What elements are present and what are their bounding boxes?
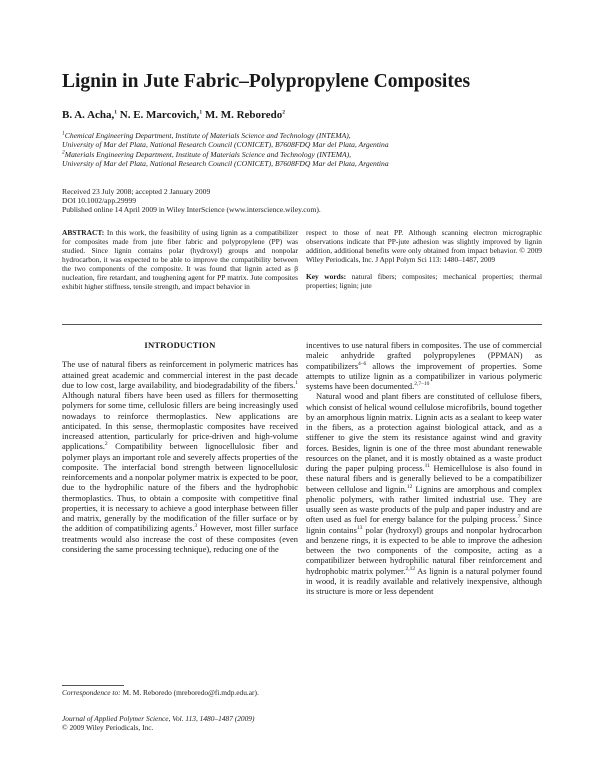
abstract-text: In this work, the feasibility of using lignin as a compatibilizer for composites made from jute fiber fabric and polypropylene (PP) was studied. Since lignin contains polar (hydroxyl) groups and nonpolar hydrocarbon, it was expected to be able to improve the compatibility between the two components of the composite. It was found that lignin acted as β nucleation, fire retardant, and toughening agent for PP matrix. Jute composites exhibit higher stiffness, tensile strength, and impact behavior in xyxy=(62,228,298,292)
author-affil-mark: 1 xyxy=(199,109,203,116)
affiliations xyxy=(62,131,562,168)
paragraph: The use of natural fibers as reinforcement in polymeric matrices has attained great academic and commercial interest in the past decade due to low cost, large availability, and biodegradability of the fibers.$^1$ Although natural fibers have been used as fillers for thermosetting polymers for some time, cellulosic fillers are being increasingly used nowadays to reinforce thermoplastics. New applications are anticipated. In this sense, thermoplastic composites have received increased attention, particularly for price-driven and high-volume applications.$^2$ Compatibility between lignocellulosic fiber and polymer plays an important role and severely affects properties of the composite. The interfacial bond strength between lignocellulosic reinforcements and a nonpolar polymer matrix is expected to be poor, due to the hydrophilic nature of the fibers and the hydrophobic thermoplastics. Thus, to obtain a composite with competitive final properties, it is necessary to achieve a good interphase between filler and matrix, generally by the modification of the filler surface or by the addition of compatibilizing agents.$^3$ However, most filler surface treatments would also increase the cost of these composites (even considering the same processing technique), reducing one of the xyxy=(62,359,299,554)
citation: 7 xyxy=(517,514,521,521)
affiliation: $^1$Chemical Engineering Department, Institute of Materials Science and Technology (INTEMA), xyxy=(62,130,351,140)
citation: 2,7–10 xyxy=(414,381,430,388)
affiliation-cont: University of Mar del Plata, National Research Council (CONICET), B7608FDQ Mar del Plata, Argentina xyxy=(62,158,389,168)
author-list xyxy=(62,108,562,122)
correspondence-text: M. M. Reboredo (mreboredo@fi.mdp.edu.ar). xyxy=(122,688,259,697)
abstract-text-cont: respect to those of neat PP. Although scanning electron micrographic observations indicate that PP-jute adhesion was slightly improved by lignin addition, additional benefits were only obtained from impact behavior. © 2009 Wiley Periodicals, Inc. J Appl Polym Sci 113: 1480–1487, 2009 xyxy=(306,228,542,265)
citation: 1 xyxy=(295,379,298,386)
citation: 2 xyxy=(104,441,108,448)
copyright-line: © 2009 Wiley Periodicals, Inc. xyxy=(62,723,154,732)
journal-info xyxy=(62,714,298,732)
abstract-label: ABSTRACT: xyxy=(62,228,105,237)
paragraph: incentives to use natural fibers in composites. The use of commercial maleic anhydride grafted polypropylenes (PPMAN) as compatibilizers$^{4-6}$ allows the improvement of properties. Some attempts to utilize lignin as a compatibilizer in various polymeric systems have been documented.$^{2,7-10}$ xyxy=(306,340,543,391)
keywords-text: natural fibers; composites; mechanical properties; thermal properties; lignin; jute xyxy=(306,272,542,291)
affiliation-cont: University of Mar del Plata, National Research Council (CONICET), B7608FDQ Mar del Plata, Argentina xyxy=(62,140,389,150)
correspondence-label: Correspondence to: xyxy=(62,688,121,697)
doi-line: DOI 10.1002/app.29999 xyxy=(62,196,137,206)
journal-citation: Journal of Applied Polymer Science, Vol. 113, 1480–1487 (2009) xyxy=(62,714,255,723)
body-column-right xyxy=(306,340,542,596)
published-line: Published online 14 April 2009 in Wiley InterScience (www.interscience.wiley.com). xyxy=(62,205,321,215)
author-name: B. A. Acha, xyxy=(62,109,115,121)
abstract-right xyxy=(306,228,542,290)
citation: 13 xyxy=(356,524,363,531)
correspondence-note xyxy=(62,688,298,697)
footnote-divider xyxy=(62,685,124,686)
body-column-left xyxy=(62,340,298,554)
citation: 4–6 xyxy=(358,360,367,367)
author-name: M. M. Reboredo xyxy=(204,109,283,121)
citation: 12 xyxy=(406,483,413,490)
section-heading: INTRODUCTION xyxy=(144,340,216,350)
keywords-label: Key words: xyxy=(306,272,347,282)
author-affil-mark: 2 xyxy=(282,109,285,116)
paragraph: Natural wood and plant fibers are constituted of cellulose fibers, which consist of helical wound cellulose microfibrils, bound together by an amorphous lignin matrix. Lignin acts as a sealant to keep water in the fibers, as a protection against biological attack, and as a stiffener to give the stem its resistance against wind and gravity forces. Besides, lignin is one of the three most abundant renewable resources on the planet, and it is mostly obtained as a waste product during the paper pulping process.$^{11}$ Hemicellulose is also found in these natural fibers and is generally believed to be a compatibilizer between cellulose and lignin.$^{12}$ Lignins are amorphous and complex phenolic polymers, with rather limited industrial use. They are usually seen as waste products of the pulp and paper industry and are often used as fuel for energy balance for the pulping process.$^7$ Since lignin contains$^{13}$ polar (hydroxyl) groups and nonpolar hydrocarbon and benzene rings, it is expected to be able to improve the adhesion between the two components of the composite, acting as a compatibilizer between hydrophilic natural fiber reinforcement and hydrophobic matrix polymer.$^{2,12}$ As lignin is a natural polymer found in wood, it is readily available and relatively inexpensive, although its structure is more or less dependent xyxy=(306,391,543,596)
affiliation: $^2$Materials Engineering Department, Institute of Materials Science and Technology (INTEMA), xyxy=(62,149,352,159)
received-line: Received 23 July 2008; accepted 2 January 2009 xyxy=(62,187,211,196)
abstract-divider xyxy=(62,324,542,325)
citation: 11 xyxy=(424,463,430,470)
article-history xyxy=(62,187,562,215)
abstract-left xyxy=(62,228,298,291)
author-affil-mark: 1 xyxy=(114,109,118,116)
citation: 3 xyxy=(194,523,198,530)
keywords xyxy=(306,272,542,290)
paper-title: Lignin in Jute Fabric–Polypropylene Composites xyxy=(62,71,471,92)
author-name: N. E. Marcovich, xyxy=(119,109,200,121)
citation: 2,12 xyxy=(405,565,416,572)
